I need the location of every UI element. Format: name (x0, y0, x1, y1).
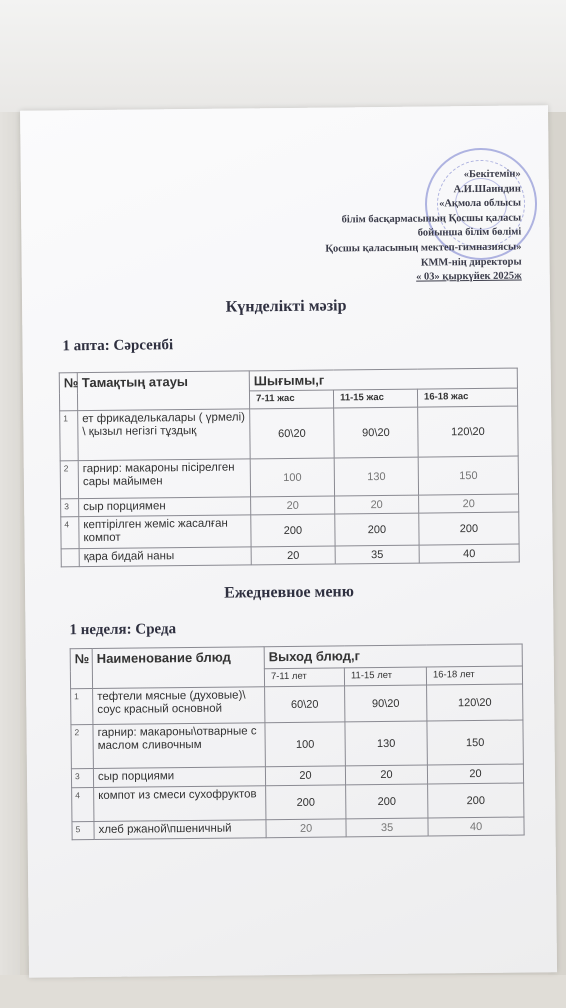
row-number: 4 (61, 517, 79, 549)
kazakh-week-label: 1 апта: Сәрсенбі (62, 337, 174, 355)
background-left (0, 112, 20, 1008)
yield-11-15: 35 (335, 545, 419, 564)
dish-name: кептірілген жеміс жасалған компот (79, 515, 251, 549)
header-number: № (59, 373, 77, 411)
russian-menu-table (70, 644, 525, 841)
approval-line: КММ-нің директоры (420, 256, 522, 269)
dish-name: сыр порциями (93, 767, 265, 788)
kazakh-menu-title: Күнделікті мәзір (225, 297, 347, 316)
menu-sheet (20, 105, 557, 977)
yield-7-11: 100 (250, 458, 334, 497)
header-age-16-18: 16-18 жас (417, 388, 517, 407)
approval-block (261, 168, 522, 287)
row-number: 2 (71, 725, 93, 769)
yield-16-18: 40 (419, 544, 519, 563)
kazakh-menu-table (59, 368, 520, 568)
row-number: 1 (60, 411, 79, 461)
dish-name: ет фрикаделькалары ( үрмелі) \ қызыл негізгі тұздық (78, 409, 251, 461)
table-row (72, 783, 524, 822)
header-yield: Шығымы,г (249, 368, 517, 391)
row-number: 5 (72, 822, 94, 840)
header-age-7-11: 7-11 жас (249, 390, 333, 409)
yield-7-11: 20 (251, 546, 335, 565)
yield-16-18: 150 (427, 720, 523, 765)
yield-16-18: 20 (419, 494, 519, 513)
dish-name: хлеб ржаной\пшеничный (94, 820, 266, 840)
header-age-16-18: 16-18 лет (426, 666, 522, 685)
yield-7-11: 20 (265, 766, 345, 786)
background-bottom (0, 975, 566, 1008)
header-age-7-11: 7-11 лет (264, 668, 344, 687)
header-number: № (70, 649, 92, 689)
yield-11-15: 35 (346, 818, 428, 837)
table-row (72, 817, 524, 840)
table-row (61, 544, 519, 567)
header-yield: Выход блюд,г (264, 644, 522, 669)
yield-11-15: 90\20 (345, 685, 427, 722)
row-number: 3 (61, 499, 79, 517)
table-row (60, 456, 518, 499)
dish-name: қара бидай наны (79, 547, 251, 567)
table-row (71, 684, 523, 725)
yield-16-18: 200 (428, 783, 524, 818)
yield-16-18: 200 (419, 512, 519, 545)
yield-11-15: 20 (335, 495, 419, 514)
approval-date: « 03» қыркүйек 2025ж (416, 270, 522, 283)
table-row (71, 720, 523, 769)
yield-7-11: 200 (266, 785, 346, 820)
yield-11-15: 200 (335, 513, 419, 546)
yield-16-18: 40 (428, 817, 524, 836)
approval-line: А.И.Шаиндин (453, 183, 521, 195)
russian-menu-title: Ежедневное меню (224, 583, 355, 602)
row-number: 4 (72, 788, 94, 822)
yield-16-18: 120\20 (418, 406, 519, 457)
yield-11-15: 130 (334, 457, 418, 496)
row-number: 3 (71, 769, 93, 788)
approval-line: Қосшы қаласының мектеп-гимназиясы» (325, 241, 522, 255)
yield-16-18: 150 (418, 456, 518, 495)
dish-name: гарнир: макароны\отварные с маслом сливочным (93, 723, 265, 769)
dish-name: сыр порциямен (79, 497, 251, 517)
russian-week-label: 1 неделя: Среда (69, 621, 177, 639)
table-row (60, 406, 519, 461)
approval-line: «Ақмола облысы (438, 197, 522, 210)
yield-11-15: 90\20 (334, 407, 419, 458)
yield-7-11: 200 (251, 514, 335, 547)
yield-11-15: 200 (346, 784, 428, 819)
yield-7-11: 60\20 (250, 408, 335, 459)
row-number: 1 (71, 689, 93, 725)
yield-7-11: 60\20 (265, 686, 345, 723)
header-dish-name: Наименование блюд (92, 647, 264, 689)
yield-7-11: 20 (266, 819, 346, 838)
yield-11-15: 20 (345, 765, 427, 785)
yield-7-11: 20 (251, 496, 335, 515)
dish-name: гарнир: макароны пісірелген сары майымен (78, 459, 250, 499)
yield-16-18: 120\20 (427, 684, 523, 721)
background-top (0, 0, 566, 112)
approval-line: білім басқармасының Қосшы қаласы (341, 212, 522, 226)
yield-11-15: 130 (345, 721, 427, 766)
approval-line: «Бекітемін» (463, 168, 521, 181)
row-number (61, 549, 79, 567)
header-dish-name: Тамақтың атауы (77, 371, 249, 411)
table-row (61, 512, 519, 549)
dish-name: тефтели мясные (духовые)\ соус красный основной (93, 687, 265, 725)
yield-7-11: 100 (265, 722, 345, 767)
header-age-11-15: 11-15 жас (333, 389, 417, 408)
header-age-11-15: 11-15 лет (344, 667, 426, 686)
row-number: 2 (60, 461, 78, 499)
approval-line: бойынша білім бөлімі (417, 226, 522, 239)
yield-16-18: 20 (427, 764, 523, 784)
dish-name: компот из смеси сухофруктов (94, 786, 266, 822)
